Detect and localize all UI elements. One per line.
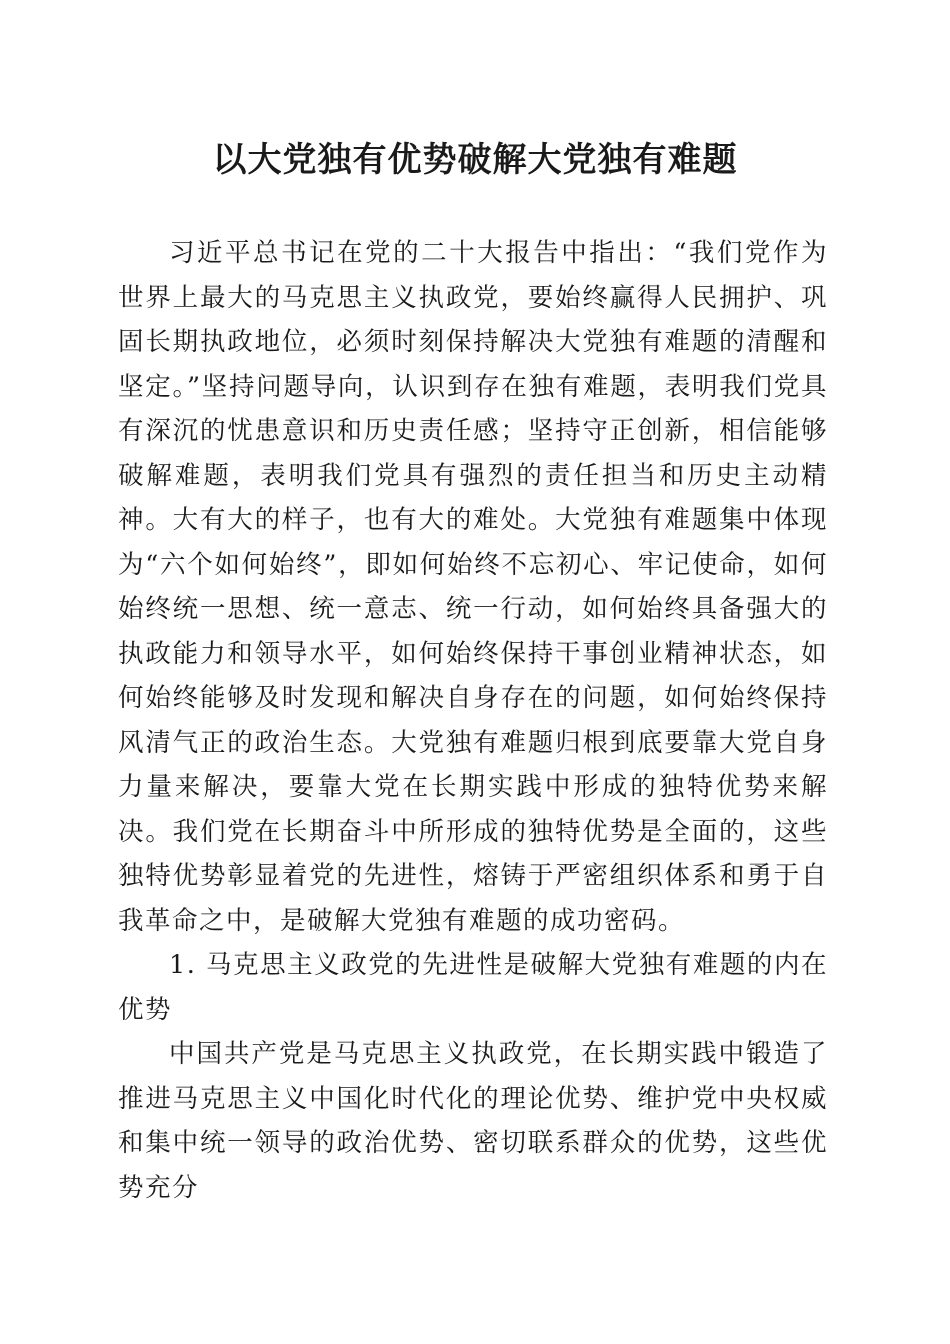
document-body [118, 231, 828, 1210]
section-paragraph: 中国共产党是马克思主义执政党，在长期实践中锻造了推进马克思主义中国化时代化的理论优势、维护党中央权威和集中统一领导的政治优势、密切联系群众的优势，这些优势充分 [118, 1039, 828, 1203]
document-title: 以大党独有优势破解大党独有难题 [212, 140, 738, 180]
section-heading: 1. 马克思主义政党的先进性是破解大党独有难题的内在优势 [118, 950, 828, 1025]
intro-paragraph: 习近平总书记在党的二十大报告中指出：“我们党作为世界上最大的马克思主义执政党，要始终赢得人民拥护、巩固长期执政地位，必须时刻保持解决大党独有难题的清醒和坚定。”坚持问题导向，认识到存在独有难题，表明我们党具有深沉的忧患意识和历史责任感；坚持守正创新，相信能够破解难题，表明我们党具有强烈的责任担当和历史主动精神。大有大的样子，也有大的难处。大党独有难题集中体现为“六个如何始终”，即如何始终不忘初心、牢记使命，如何始终统一思想、统一意志、统一行动，如何始终具备强大的执政能力和领导水平，如何始终保持干事创业精神状态，如何始终能够及时发现和解决自身存在的问题，如何始终保持风清气正的政治生态。大党独有难题归根到底要靠大党自身力量来解决，要靠大党在长期实践中形成的独特优势来解决。我们党在长期奋斗中所形成的独特优势是全面的，这些独特优势彰显着党的先进性，熔铸于严密组织体系和勇于自我革命之中，是破解大党独有难题的成功密码。 [118, 238, 828, 936]
